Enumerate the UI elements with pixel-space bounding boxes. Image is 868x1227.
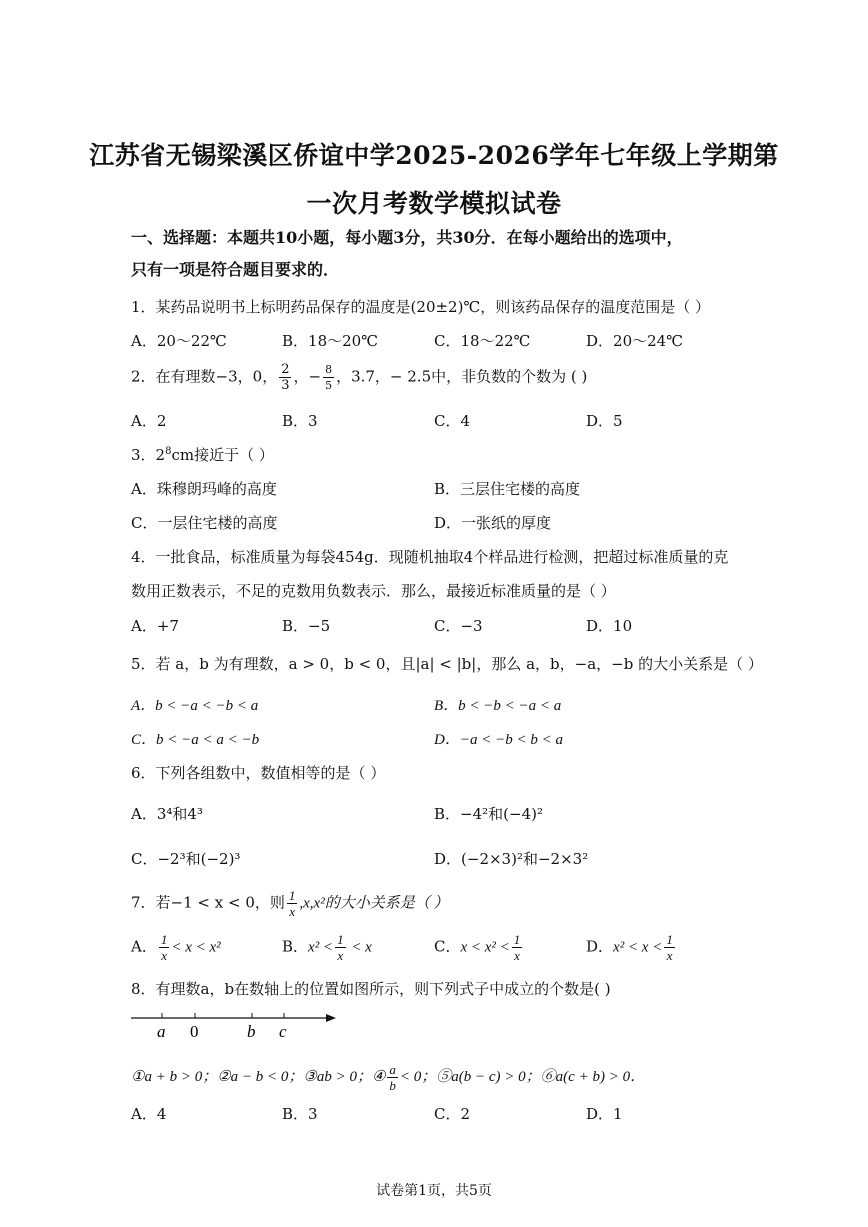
section-heading-line1: 一、选择题：本题共10小题，每小题3分，共30分．在每小题给出的选项中，: [131, 228, 683, 247]
q7-d-fraction: $\frac{1}{x}$: [666, 932, 673, 963]
number-line-arrow: [326, 1014, 336, 1022]
q8-conditions-post: < 0；⑤a(b − c) > 0；⑥a(c + b) > 0．: [399, 1068, 646, 1085]
page-footer: 试卷第1页，共5页: [376, 1183, 492, 1199]
q1-option-d: D．20～24℃: [586, 332, 683, 350]
axis-label-c: c: [279, 1022, 287, 1041]
q7-option-d-label: D．: [586, 937, 614, 956]
q1-option-c: C．18～22℃: [434, 332, 531, 350]
question-6-stem: 6．下列各组数中，数值相等的是（ ）: [131, 764, 386, 782]
section-heading-line2: 只有一项是符合题目要求的．: [131, 260, 340, 279]
q3-option-a: A．珠穆朗玛峰的高度: [131, 480, 277, 498]
question-7-stem: [131, 888, 751, 919]
q2-frac2-den: 5: [325, 379, 333, 392]
section-heading: [131, 222, 751, 286]
q3-option-c: C．一层住宅楼的高度: [131, 514, 278, 532]
q2-stem-post: ，3.7，− 2.5中，非负数的个数为 ( ): [336, 367, 588, 386]
q2-stem-pre: 2．在有理数−3，0，: [131, 367, 278, 386]
q2-option-a: A．2: [131, 412, 167, 430]
q4-option-b: B．−5: [282, 617, 331, 635]
q3-option-d: D．一张纸的厚度: [434, 514, 552, 532]
q7-option-c-label: C．: [434, 937, 461, 956]
axis-label-b: b: [247, 1022, 256, 1041]
question-3-stem: [131, 444, 751, 465]
q2-stem-mid: ，−: [293, 367, 322, 386]
q7-option-b-expr: x² <: [308, 939, 334, 956]
q8-frac-num: a: [389, 1062, 396, 1077]
q7-option-b: B．x² < $\frac{1}{x}$ < x: [282, 932, 372, 963]
exam-title-line2: 一次月考数学模拟试卷: [306, 189, 562, 218]
q7-option-b-label: B．: [282, 937, 309, 956]
q3-stem-post: cm接近于（ ）: [171, 446, 274, 464]
q7-stem-post: ,x,x²的大小关系是（ ）: [299, 895, 449, 912]
q6-option-a: A．3⁴和4³: [131, 805, 203, 823]
q8-frac-den: b: [389, 1078, 396, 1093]
q3-stem-pre: 3．2: [131, 446, 166, 464]
q5-option-a: A．b < −a < −b < a: [131, 698, 259, 714]
q7-fraction: [287, 888, 298, 919]
question-4-stem-line1: 4．一批食品，标准质量为每袋454g．现随机抽取4个样品进行检测，把超过标准质量的克: [131, 548, 729, 566]
q4-option-d: D．10: [586, 617, 633, 635]
q7-option-c: [434, 932, 524, 963]
q6-option-c: C．−2³和(−2)³: [131, 850, 241, 868]
q2-frac1-num: 2: [281, 362, 290, 377]
q4-option-c: C．−3: [434, 617, 483, 635]
q7-stem-pre: 7．若−1 < x < 0，则: [131, 893, 285, 912]
q5-option-d: D．−a < −b < b < a: [434, 732, 563, 748]
q3-exponent: 8: [165, 446, 172, 457]
q5-option-c: C．b < −a < a < −b: [131, 732, 260, 748]
q7-a-fraction: $\frac{1}{x}$: [160, 932, 168, 963]
q8-fraction: [387, 1062, 398, 1093]
q6-option-d: D．(−2×3)²和−2×3²: [434, 850, 589, 868]
q2-frac1-den: 3: [281, 378, 290, 393]
q7-option-d: [586, 932, 677, 963]
q5-option-b: B．b < −b < −a < a: [434, 698, 562, 714]
q6-option-b: B．−4²和(−4)²: [434, 805, 543, 823]
q8-option-b: B．3: [282, 1105, 318, 1123]
q7-option-c-expr: x < x² <: [460, 939, 510, 956]
q2-fraction-2: [323, 362, 334, 393]
q2-frac2-num: 8: [325, 363, 333, 376]
q3-option-b: B．三层住宅楼的高度: [434, 480, 581, 498]
question-1-stem: 1．某药品说明书上标明药品保存的温度是(20±2)℃，则该药品保存的温度范围是（ ）: [131, 298, 710, 316]
number-line-figure: [128, 1006, 343, 1042]
q7-option-a: [131, 932, 221, 963]
q7-frac-den: x: [289, 904, 296, 919]
q2-option-b: B．3: [282, 412, 318, 430]
exam-title-line1: 江苏省无锡梁溪区侨谊中学2025-2026学年七年级上学期第: [89, 141, 779, 170]
q4-option-a: A．+7: [131, 617, 179, 635]
q7-option-a-expr: < x < x²: [171, 939, 221, 956]
q2-option-c: C．4: [434, 412, 471, 430]
q8-option-c: C．2: [434, 1105, 471, 1123]
q8-conditions: [131, 1062, 751, 1093]
q7-option-a-label: A．: [131, 937, 157, 956]
q7-b-fraction: $\frac{1}{x}$: [337, 932, 344, 963]
q2-fraction-1: [279, 362, 291, 393]
q1-option-b: B．18～20℃: [282, 332, 378, 350]
q7-option-d-expr: x² < x <: [613, 939, 663, 956]
q7-frac-num: 1: [288, 888, 296, 903]
q8-conditions-pre: ①a + b > 0；②a − b < 0；③ab > 0；④: [131, 1068, 386, 1085]
question-5-stem: 5．若 a，b 为有理数，a > 0，b < 0，且|a| < |b|，那么 a，b，−a，−b 的大小关系是（ ）: [131, 655, 763, 673]
q1-option-a: A．20～22℃: [131, 332, 227, 350]
axis-label-0: 0: [190, 1022, 199, 1041]
q8-option-d: D．1: [586, 1105, 623, 1123]
q7-c-fraction: $\frac{1}{x}$: [513, 932, 521, 963]
axis-label-a: a: [157, 1022, 166, 1041]
question-2-stem: [131, 362, 751, 393]
q2-option-d: D．5: [586, 412, 623, 430]
question-4-stem-line2: 数用正数表示，不足的克数用负数表示．那么，最接近标准质量的是（ ）: [131, 582, 616, 600]
question-8-stem: 8．有理数a，b在数轴上的位置如图所示，则下列式子中成立的个数是( ): [131, 980, 611, 998]
q8-option-a: A．4: [131, 1105, 167, 1123]
